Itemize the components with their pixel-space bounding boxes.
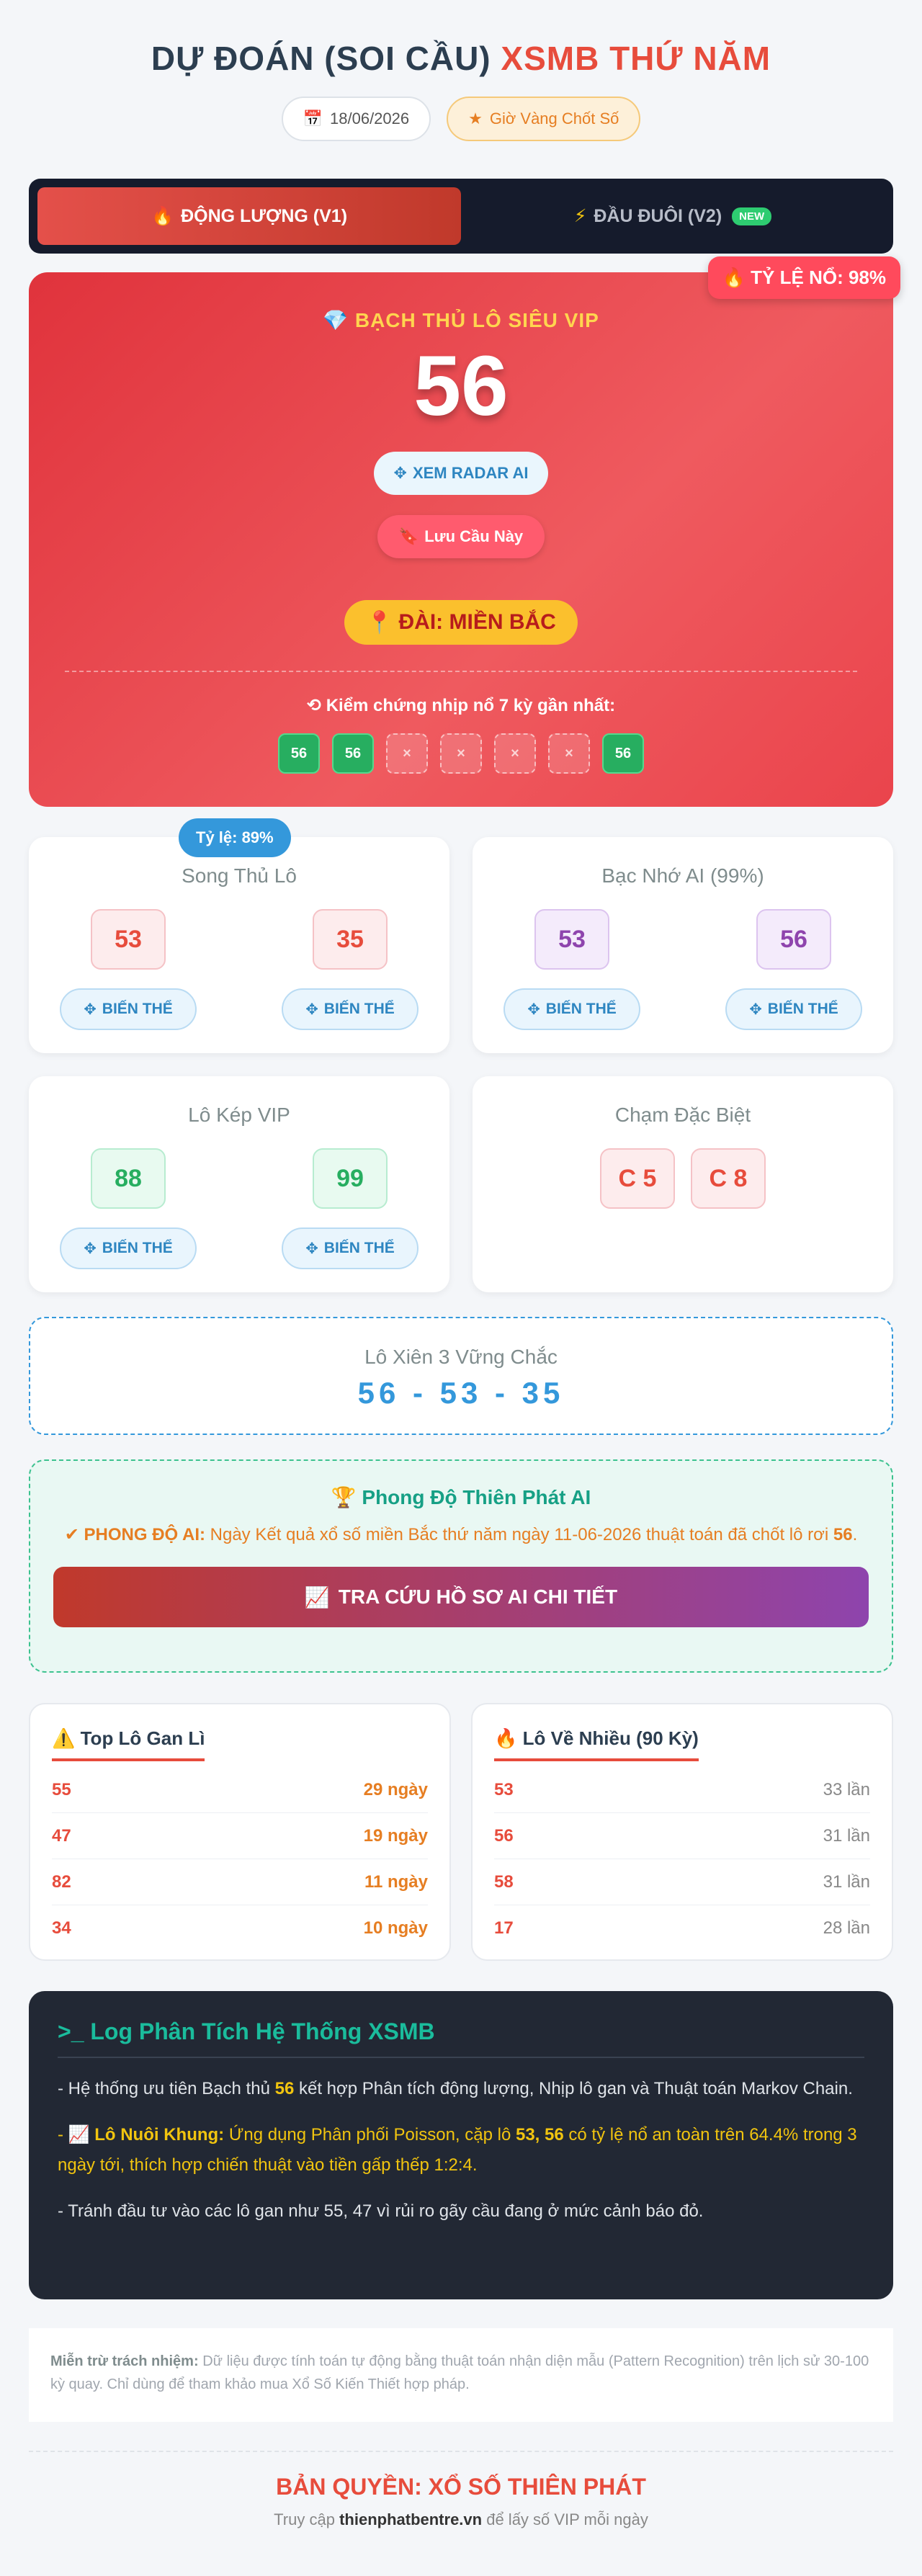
phong-do-prefix: PHONG ĐỘ AI:	[84, 1525, 205, 1544]
ai-profile-label: TRA CỨU HỒ SƠ AI CHI TIẾT	[338, 1586, 618, 1608]
cham-box: C 5	[600, 1148, 675, 1209]
crosshair-icon: ✥	[527, 1001, 540, 1018]
tab-dau-duoi[interactable]	[461, 187, 885, 245]
history-miss: ×	[548, 733, 590, 774]
fire-icon: 🔥	[494, 1727, 518, 1749]
song-thu-rate: Tỷ lệ: 89%	[179, 818, 291, 857]
verify-text: Kiểm chứng nhịp nổ 7 kỳ gần nhất:	[326, 696, 616, 715]
crosshair-icon: ✥	[305, 1240, 318, 1257]
number-box: 99	[313, 1148, 388, 1209]
footer-text: để lấy số VIP mỗi ngày	[486, 2510, 648, 2528]
table-row	[494, 1905, 870, 1951]
new-badge: NEW	[732, 207, 771, 225]
log-number: 56	[274, 2079, 295, 2098]
table-row	[52, 1767, 428, 1813]
bac-nho-card	[473, 837, 893, 1053]
hero-label-text: BẠCH THỦ LÔ SIÊU VIP	[354, 309, 599, 331]
phong-do-text	[53, 1522, 869, 1548]
variant-label: BIẾN THỂ	[767, 1001, 838, 1017]
row-number: 58	[494, 1871, 514, 1892]
chart-icon: 📈	[68, 2125, 90, 2145]
lo-kep-card	[29, 1076, 449, 1292]
variant-button[interactable]	[503, 988, 640, 1030]
row-value: 33 lần	[823, 1779, 870, 1799]
gan-table	[29, 1703, 451, 1961]
log-text: - Hệ thống ưu tiên Bạch thủ	[58, 2079, 270, 2098]
log-line: - Tránh đầu tư vào các lô gan như 55, 47 vì rủi ro gãy cầu đang ở mức cảnh báo đỏ.	[58, 2201, 704, 2221]
table-row	[494, 1767, 870, 1813]
xien-label: Lô Xiên 3 Vững Chắc	[364, 1346, 558, 1368]
crosshair-icon: ✥	[84, 1001, 97, 1018]
algorithm-tabs	[29, 179, 893, 254]
tab-dong-luong[interactable]	[37, 187, 461, 245]
row-value: 28 lần	[823, 1918, 870, 1938]
number-box: 56	[756, 909, 831, 970]
radar-button[interactable]	[374, 452, 549, 495]
variant-label: BIẾN THỂ	[102, 1001, 173, 1017]
ai-profile-button[interactable]	[53, 1567, 869, 1627]
row-number: 56	[494, 1825, 514, 1846]
log-line	[58, 2120, 864, 2181]
fire-icon: 🔥	[151, 205, 174, 226]
variant-label: BIẾN THỂ	[323, 1001, 395, 1017]
footer-text: Truy cập	[274, 2510, 335, 2528]
rate-badge	[708, 256, 900, 299]
table-row	[52, 1859, 428, 1905]
analysis-log	[29, 1991, 893, 2299]
crosshair-icon: ✥	[84, 1240, 97, 1257]
warning-icon: ⚠️	[52, 1727, 76, 1749]
table-row	[52, 1813, 428, 1859]
log-text: -	[58, 2125, 63, 2145]
bookmark-icon: 🔖	[398, 527, 419, 545]
region-badge	[344, 600, 578, 645]
gan-title	[52, 1727, 205, 1761]
hero-card	[29, 267, 893, 807]
golden-hour-chip	[447, 97, 640, 141]
variant-label: BIẾN THỂ	[102, 1240, 173, 1256]
log-text: có tỷ lệ nổ an toàn trên 64.4% trong 3 ngày tới, thích hợp chiến thuật vào tiền gấp thếp 1:2:4.	[58, 2125, 857, 2175]
header-chips	[29, 97, 893, 141]
log-line	[58, 2074, 864, 2104]
row-number: 53	[494, 1779, 514, 1799]
history-hit: 56	[602, 733, 644, 774]
table-row	[494, 1859, 870, 1905]
tab-label: ĐỘNG LƯỢNG (V1)	[181, 205, 348, 226]
table-row	[52, 1905, 428, 1951]
card-title: Lô Kép VIP	[188, 1104, 290, 1126]
footer-site-link[interactable]: thienphatbentre.vn	[339, 2510, 483, 2528]
row-value: 29 ngày	[363, 1779, 428, 1799]
row-number: 82	[52, 1871, 71, 1892]
log-text: kết hợp Phân tích động lượng, Nhịp lô gan và Thuật toán Markov Chain.	[298, 2079, 853, 2098]
date-chip	[282, 97, 431, 141]
footer-sub	[29, 2510, 893, 2529]
phong-do-title-text: Phong Độ Thiên Phát AI	[362, 1486, 591, 1508]
disclaimer-text: Dữ liệu được tính toán tự động bằng thuật toán nhận diện mẫu (Pattern Recognition) trên lịch sử 30-100 kỳ quay. Chỉ dùng để tham khảo mua Xổ Số Kiến Thiết hợp pháp.	[50, 2353, 869, 2392]
region-text: ĐÀI: MIỀN BẮC	[398, 610, 556, 634]
crosshair-icon: ✥	[749, 1001, 762, 1018]
phong-do-body: Ngày Kết quả xổ số miền Bắc thứ năm ngày 11-06-2026 thuật toán đã chốt lô rơi	[210, 1525, 829, 1544]
variant-button[interactable]	[725, 988, 862, 1030]
variant-button[interactable]	[282, 988, 419, 1030]
table-row	[494, 1813, 870, 1859]
song-thu-card	[29, 828, 449, 1053]
history-hit: 56	[332, 733, 374, 774]
fire-icon: 🔥	[722, 267, 746, 288]
variant-label: BIẾN THỂ	[323, 1240, 395, 1256]
gan-title-text: Top Lô Gan Lì	[80, 1727, 205, 1749]
log-title: >_ Log Phân Tích Hệ Thống XSMB	[58, 2018, 864, 2058]
disclaimer-label: Miễn trừ trách nhiệm:	[50, 2353, 199, 2369]
history-miss: ×	[386, 733, 428, 774]
variant-button[interactable]	[282, 1227, 419, 1269]
tab-label: ĐẦU ĐUÔI (V2)	[594, 205, 722, 226]
star-icon: ★	[468, 109, 483, 128]
title-main: DỰ ĐOÁN (SOI CẦU)	[151, 40, 491, 77]
history-miss: ×	[494, 733, 536, 774]
phong-do-number: 56	[833, 1525, 853, 1544]
row-value: 19 ngày	[363, 1825, 428, 1846]
history-row	[29, 733, 893, 774]
footer	[29, 2474, 893, 2529]
calendar-icon: 📅	[303, 109, 323, 128]
check-circle-icon: ✔	[64, 1525, 79, 1544]
log-label: Lô Nuôi Khung:	[94, 2125, 225, 2145]
row-value: 31 lần	[823, 1825, 870, 1846]
bolt-icon: ⚡	[573, 206, 587, 226]
history-icon: ⟲	[306, 696, 322, 715]
trophy-icon: 🏆	[331, 1486, 357, 1508]
phong-do-card	[29, 1459, 893, 1673]
chart-line-icon: 📈	[304, 1586, 330, 1609]
xien-card	[29, 1317, 893, 1435]
card-title: Song Thủ Lô	[182, 864, 297, 887]
card-title: Chạm Đặc Biệt	[614, 1104, 751, 1126]
cham-card	[473, 1076, 893, 1292]
footer-brand: BẢN QUYỀN: XỔ SỐ THIÊN PHÁT	[276, 2474, 646, 2500]
divider	[29, 2451, 893, 2452]
row-value: 11 ngày	[364, 1871, 428, 1892]
save-button-label: Lưu Cầu Này	[424, 527, 524, 545]
hero-number: 56	[413, 339, 509, 434]
gem-icon: 💎	[323, 309, 349, 331]
date-text: 18/06/2026	[330, 109, 410, 128]
card-title: Bạc Nhớ AI (99%)	[601, 864, 764, 887]
number-box: 53	[534, 909, 609, 970]
variant-button[interactable]	[60, 1227, 197, 1269]
nhieu-table	[471, 1703, 893, 1961]
phong-do-title	[53, 1461, 869, 1509]
nhieu-title	[494, 1727, 699, 1761]
history-miss: ×	[440, 733, 482, 774]
log-text: Ứng dụng Phân phối Poisson, cặp lô	[228, 2125, 511, 2145]
row-number: 17	[494, 1918, 514, 1938]
number-box: 88	[91, 1148, 166, 1209]
radar-button-label: XEM RADAR AI	[412, 464, 529, 482]
verify-label	[29, 695, 893, 716]
number-box: 53	[91, 909, 166, 970]
page-title	[29, 0, 893, 78]
log-number: 53, 56	[515, 2125, 564, 2145]
stats-tables	[29, 1703, 893, 1961]
rate-badge-text: TỶ LỆ NỔ: 98%	[751, 267, 886, 288]
variant-button[interactable]	[60, 988, 197, 1030]
phong-do-suffix: .	[852, 1525, 858, 1544]
row-value: 31 lần	[823, 1871, 870, 1892]
nhieu-title-text: Lô Về Nhiều (90 Kỳ)	[522, 1727, 699, 1749]
divider	[65, 671, 857, 672]
page	[29, 0, 893, 2529]
crosshair-icon: ✥	[393, 464, 407, 482]
cham-box: C 8	[691, 1148, 766, 1209]
save-button[interactable]	[377, 515, 545, 558]
map-pin-icon: 📍	[366, 610, 393, 635]
history-hit: 56	[278, 733, 320, 774]
golden-hour-text: Giờ Vàng Chốt Số	[489, 109, 619, 128]
variant-label: BIẾN THỂ	[545, 1001, 617, 1017]
xien-value: 56 - 53 - 35	[357, 1376, 565, 1410]
title-highlight: XSMB THỨ NĂM	[501, 40, 771, 77]
prediction-grid	[29, 828, 893, 1292]
row-number: 47	[52, 1825, 71, 1846]
disclaimer	[29, 2328, 893, 2422]
number-box: 35	[313, 909, 388, 970]
row-value: 10 ngày	[363, 1918, 428, 1938]
crosshair-icon: ✥	[305, 1001, 318, 1018]
row-number: 34	[52, 1918, 71, 1938]
row-number: 55	[52, 1779, 71, 1799]
